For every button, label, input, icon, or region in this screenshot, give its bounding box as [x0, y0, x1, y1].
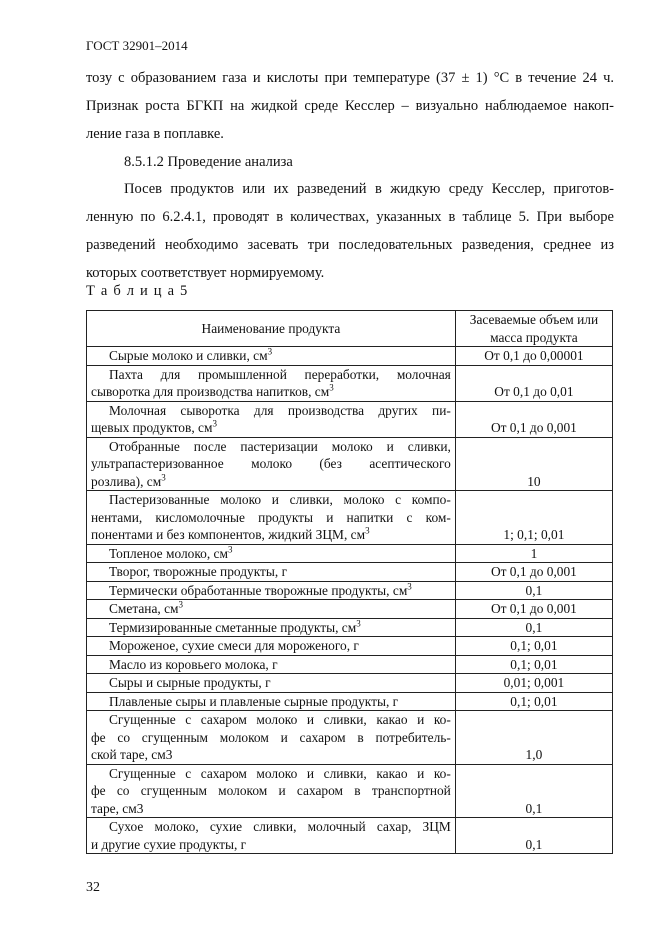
product-name-line: ской таре, см3 [91, 747, 173, 762]
sample-amount-cell: 0,1 [455, 818, 612, 854]
sample-amount-cell: 0,01; 0,001 [455, 674, 612, 693]
unit-superscript: 3 [227, 544, 233, 555]
sample-amount-cell: 1; 0,1; 0,01 [455, 491, 612, 545]
product-name-cell [87, 491, 456, 545]
body-line: которых соответствует нормируемому. [86, 265, 325, 281]
table-caption: Т а б л и ц а 5 [86, 283, 189, 299]
unit-superscript: 3 [178, 599, 184, 610]
product-name-cell [87, 437, 456, 491]
product-name-line: Сыры и сырные продукты, г [109, 675, 271, 690]
table-row [87, 563, 613, 582]
section-heading: 8.5.1.2 Проведение анализа [124, 154, 293, 170]
product-name-cell [87, 365, 456, 401]
product-name-line: Сухое молоко, сухие сливки, молочный сахар, ЗЦМ [109, 819, 451, 834]
intro-line: Признак роста БГКП на жидкой среде Кесслер – визуально наблюдаемое накоп- [86, 98, 614, 114]
sample-amount-cell: 0,1; 0,01 [455, 637, 612, 656]
sample-amount-cell: От 0,1 до 0,01 [455, 365, 612, 401]
product-name-line: Термически обработанные творожные продукты, $см^3$ [109, 581, 412, 598]
sample-amount-cell: 1,0 [455, 711, 612, 765]
product-name-line: Сметана, $см^3$ [109, 599, 184, 616]
section-heading-block [86, 148, 614, 176]
page-number: 32 [86, 880, 100, 895]
product-name-cell [87, 764, 456, 818]
sample-amount-cell: 0,1 [455, 618, 612, 637]
product-name-line: Пахта для промышленной переработки, молочная [109, 366, 451, 382]
product-name-line: Термизированные сметанные продукты, $см^3$ [109, 618, 361, 635]
sample-amount-cell: 0,1; 0,01 [455, 655, 612, 674]
product-name-cell [87, 818, 456, 854]
sample-amount-cell: 0,1; 0,01 [455, 692, 612, 711]
product-name-line: Масло из коровьего молока, г [109, 656, 278, 672]
table-row [87, 600, 613, 619]
products-table [86, 310, 613, 854]
product-name-cell [87, 581, 456, 600]
product-name-line: Плавленые сыры и плавленые сырные продукты, г [109, 693, 399, 709]
table-row [87, 618, 613, 637]
sample-amount-cell: 1 [455, 544, 612, 563]
product-name-cell [87, 347, 456, 366]
table-row [87, 637, 613, 656]
table-row [87, 365, 613, 401]
product-name-cell [87, 544, 456, 563]
unit-superscript: 3 [365, 525, 370, 536]
product-name-line: сыворотка для производства напитков, $см^3$ [91, 382, 334, 399]
product-name-line: Сырые молоко и сливки, $см^3$ [109, 346, 273, 363]
table-row [87, 401, 613, 437]
table-row [87, 655, 613, 674]
product-name-line: фе со сгущенным молоком и сахаром в транспортной [91, 783, 451, 798]
table-row [87, 437, 613, 491]
sample-amount-cell: 10 [455, 437, 612, 491]
product-name-line: понентами и без компонентов, жидкий ЗЦМ, $см^3$ [91, 525, 370, 542]
table-row [87, 581, 613, 600]
table-row [87, 491, 613, 545]
table-row [87, 692, 613, 711]
table-header-row [87, 311, 613, 347]
product-name-line: Молочная сыворотка для производства других пи- [109, 402, 451, 418]
product-name-line: Сгущенные с сахаром молоко и сливки, какао и ко- [109, 712, 451, 727]
sample-amount-cell: От 0,1 до 0,001 [455, 600, 612, 619]
product-name-line: таре, см3 [91, 800, 144, 816]
product-name-line: и другие сухие продукты, г [91, 836, 247, 852]
sample-amount-cell: От 0,1 до 0,001 [455, 401, 612, 437]
table-body [87, 347, 613, 854]
intro-paragraph [86, 64, 614, 148]
product-name-line: Сгущенные с сахаром молоко и сливки, какао и ко- [109, 765, 451, 781]
table-row [87, 764, 613, 818]
intro-line: ление газа в поплавке. [86, 126, 224, 142]
product-name-cell [87, 401, 456, 437]
product-name-line: фе со сгущенным молоком и сахаром в потребитель- [91, 729, 451, 745]
table-row [87, 544, 613, 563]
intro-line: тозу с образованием газа и кислоты при температуре (37 ± 1) °С в течение 24 ч. [86, 70, 614, 86]
product-name-line: Отобранные после пастеризации молоко и сливки, [109, 438, 451, 454]
unit-superscript: 3 [356, 618, 361, 629]
table-row [87, 347, 613, 366]
product-name-line: Мороженое, сухие смеси для мороженого, г [109, 638, 359, 653]
product-name-cell [87, 674, 456, 693]
product-name-cell [87, 563, 456, 582]
product-name-line: Творог, творожные продукты, г [109, 564, 288, 579]
unit-superscript: 3 [161, 472, 166, 483]
header-sample-amount: Засеваемые объем или масса продукта [455, 311, 612, 347]
unit-superscript: 3 [267, 346, 273, 357]
product-name-cell [87, 692, 456, 711]
product-name-cell [87, 655, 456, 674]
product-name-line: щевых продуктов, $см^3$ [91, 418, 217, 435]
product-name-line: Пастеризованные молоко и сливки, молоко с компо- [109, 492, 451, 507]
product-name-cell [87, 600, 456, 619]
table-row [87, 711, 613, 765]
document-standard-header: ГОСТ 32901–2014 [86, 38, 188, 53]
table-row [87, 674, 613, 693]
unit-superscript: 3 [407, 581, 412, 592]
table-row [87, 818, 613, 854]
unit-superscript: 3 [212, 418, 217, 429]
product-name-line: ультрапастеризованное молоко (без асептического [91, 456, 451, 471]
product-name-line: нентами, кисломолочные продукты и напитки с ком- [91, 509, 451, 525]
body-line: Посев продуктов или их разведений в жидкую среду Кесслер, приготов- [124, 181, 614, 197]
sample-amount-cell: 0,1 [455, 581, 612, 600]
body-line: ленную по 6.2.4.1, проводят в количествах, указанных в таблице 5. При выборе [86, 209, 614, 225]
body-paragraph [86, 175, 614, 287]
product-name-cell [87, 711, 456, 765]
product-name-line: Топленое молоко, $см^3$ [109, 544, 233, 561]
product-name-cell [87, 637, 456, 656]
header-product-name: Наименование продукта [87, 311, 456, 347]
sample-amount-cell: 0,1 [455, 764, 612, 818]
unit-superscript: 3 [329, 382, 334, 393]
sample-amount-cell: От 0,1 до 0,001 [455, 563, 612, 582]
product-name-line: розлива), $см^3$ [91, 472, 166, 489]
product-name-cell [87, 618, 456, 637]
sample-amount-cell: От 0,1 до 0,00001 [455, 347, 612, 366]
body-line: разведений необходимо засевать три последовательных разведения, среднее из [86, 237, 614, 253]
